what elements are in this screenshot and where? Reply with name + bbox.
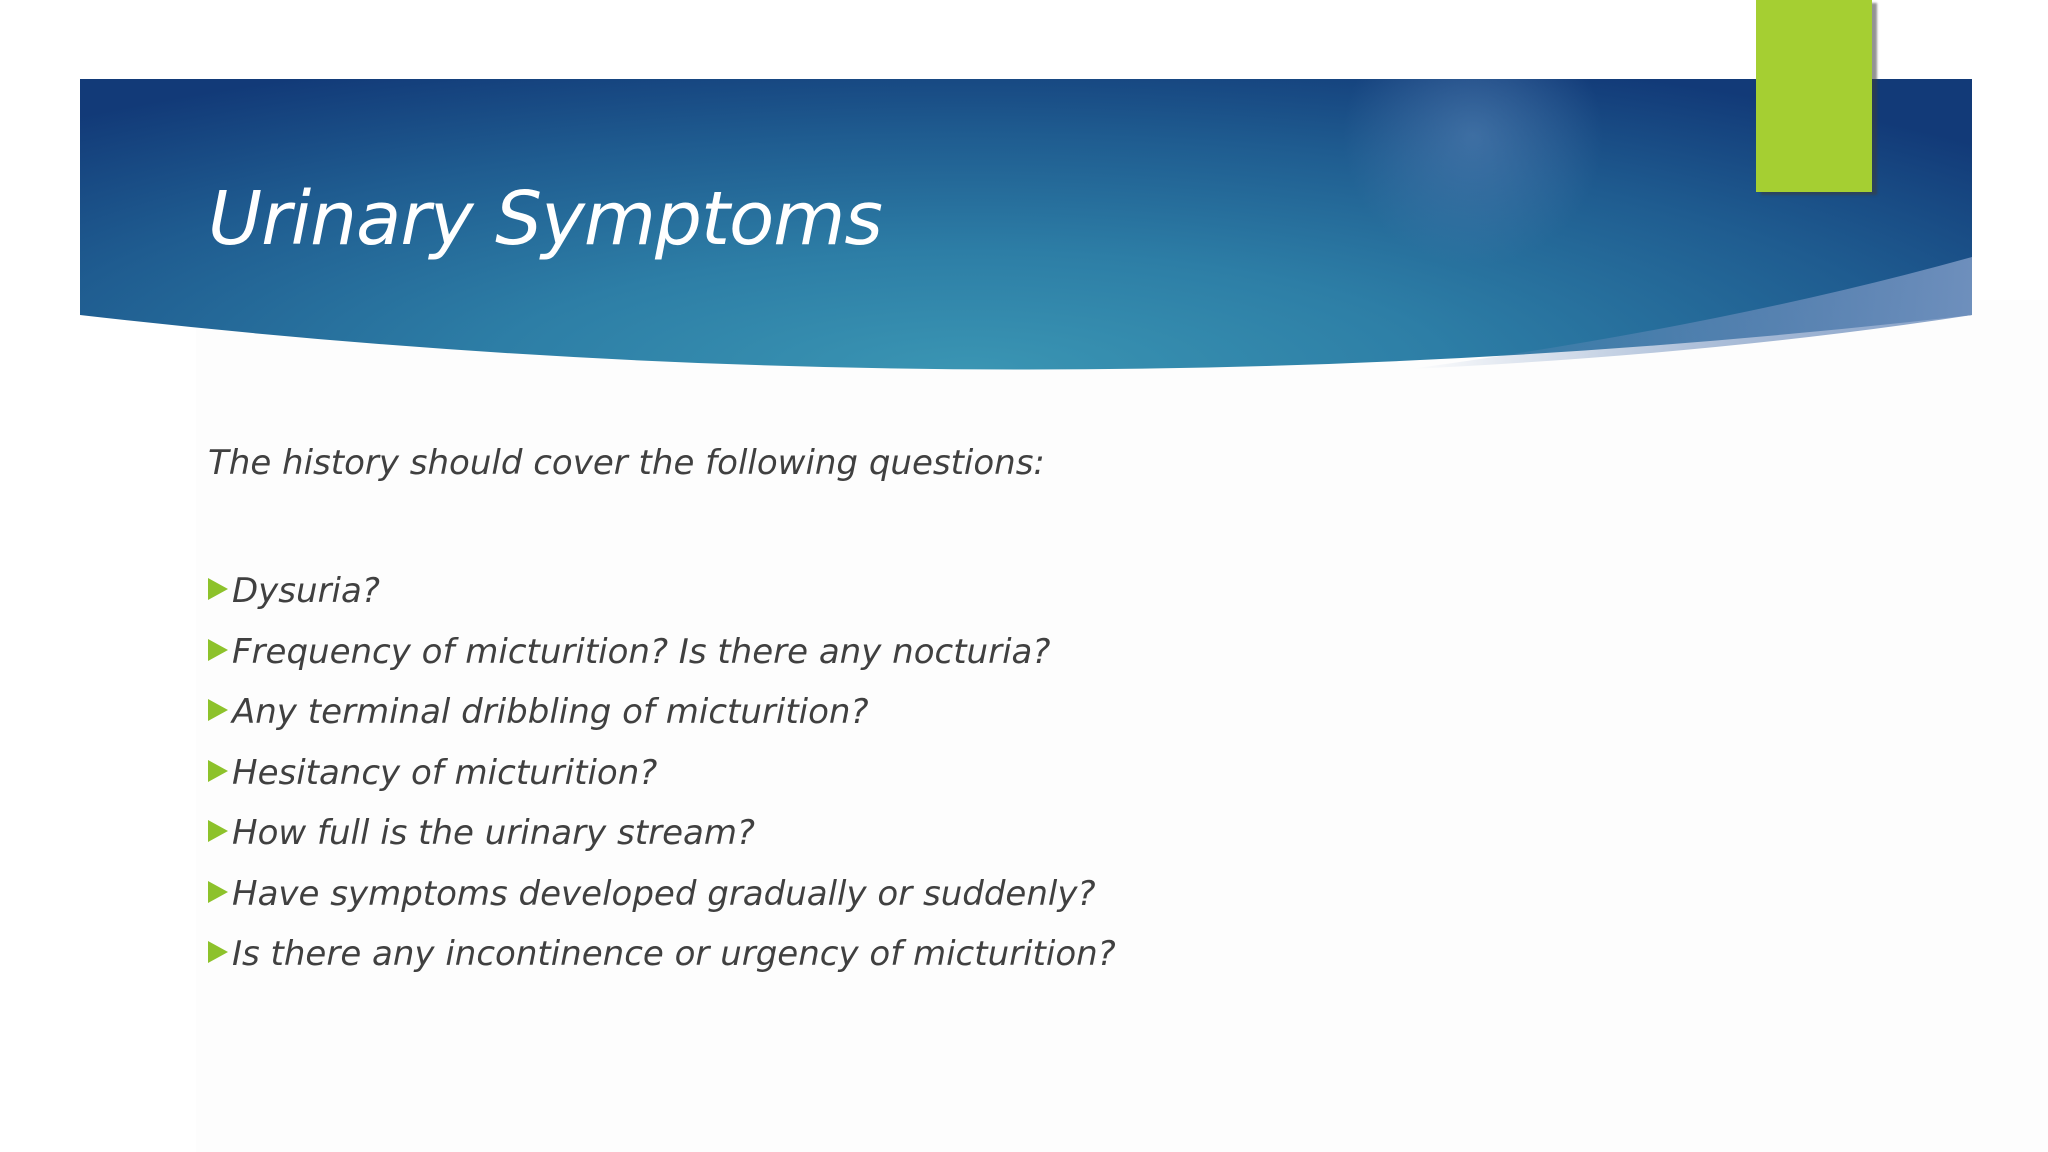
intro-text: The history should cover the following questions: xyxy=(208,443,1045,483)
bullet-item xyxy=(208,864,1116,925)
triangle-right-icon xyxy=(208,820,228,842)
bullet-text: Hesitancy of micturition? xyxy=(232,752,658,793)
triangle-right-icon xyxy=(208,760,228,782)
triangle-right-icon xyxy=(208,699,228,721)
bullet-item xyxy=(208,924,1116,985)
accent-bar xyxy=(1756,0,1872,192)
bullet-item xyxy=(208,743,1116,804)
bullet-item xyxy=(208,682,1116,743)
bullet-text: Any terminal dribbling of micturition? xyxy=(232,692,869,733)
bullet-item xyxy=(208,622,1116,683)
triangle-right-icon xyxy=(208,881,228,903)
bullet-text: Is there any incontinence or urgency of micturition? xyxy=(232,934,1116,975)
bullet-item xyxy=(208,561,1116,622)
bullet-text: Dysuria? xyxy=(232,571,380,612)
triangle-right-icon xyxy=(208,639,228,661)
bullet-text: Frequency of micturition? Is there any nocturia? xyxy=(232,631,1051,672)
bullet-item xyxy=(208,803,1116,864)
bullet-list xyxy=(208,561,1116,985)
slide-title: Urinary Symptoms xyxy=(208,176,882,262)
bullet-text: Have symptoms developed gradually or suddenly? xyxy=(232,873,1096,914)
triangle-right-icon xyxy=(208,941,228,963)
bullet-text: How full is the urinary stream? xyxy=(232,813,755,854)
triangle-right-icon xyxy=(208,578,228,600)
